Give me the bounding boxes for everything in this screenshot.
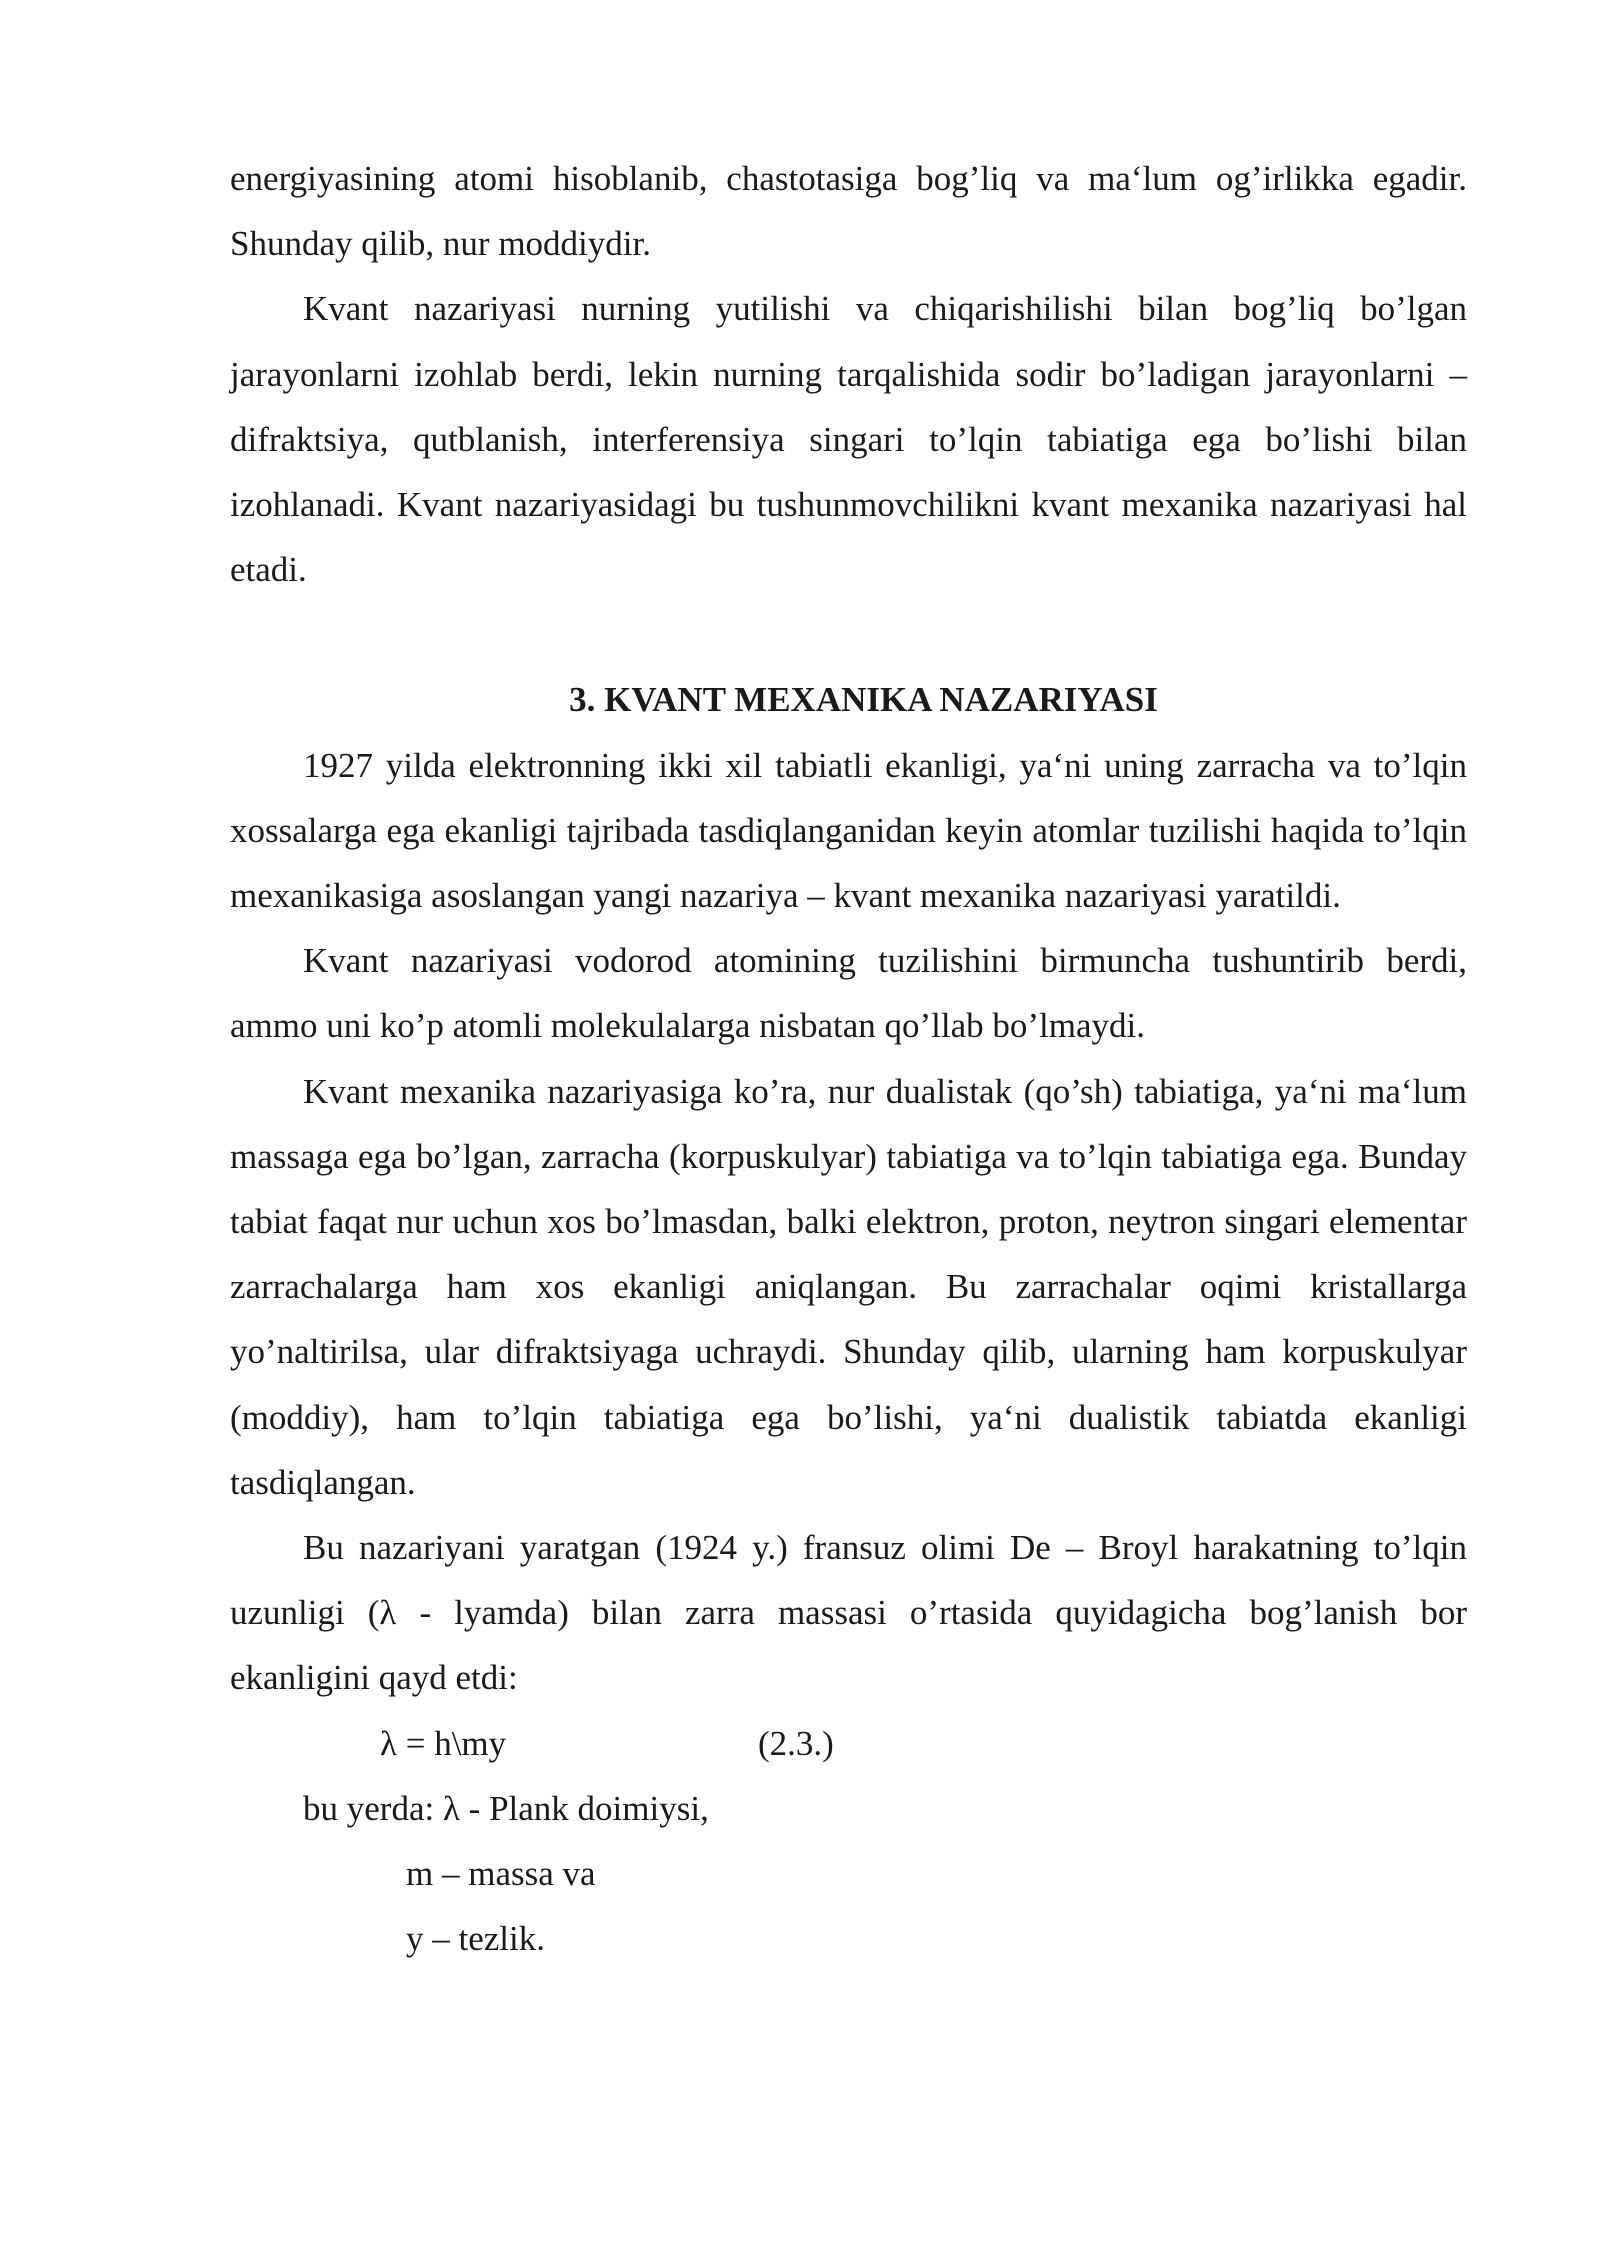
paragraph-de-broyl: Bu nazariyani yaratgan (1924 y.) fransuz olimi De – Broyl harakatning to’lqin uzunligi (λ - lyamda) bilan zarra massasi o’rtasida quyidagicha bog’lanish bor ekanligini qayd etdi:: [230, 1528, 1467, 1698]
legend-item-mass: m – massa va: [406, 1854, 596, 1894]
paragraph-vodorod: Kvant nazariyasi vodorod atomining tuzilishini birmuncha tushuntirib berdi, ammo uni ko’p atomli molekulalarga nisbatan qo’llab bo’lmaydi.: [230, 941, 1467, 1046]
paragraph-1927: 1927 yilda elektronning ikki xil tabiatli ekanligi, ya‘ni uning zarracha va to’lqin xossalarga ega ekanligi tajribada tasdiqlanganidan keyin atomlar tuzilishi haqida to’lqin mexanikasiga asoslangan yangi nazariya – kvant mexanika nazariyasi yaratildi.: [230, 745, 1467, 916]
section-heading: 3. KVANT MEXANIKA NAZARIYASI: [569, 680, 1158, 720]
paragraph-continuation: energiyasining atomi hisoblanib, chastotasiga bog’liq va ma‘lum og’irlikka egadir. Shunday qilib, nur moddiydir.: [230, 159, 1467, 264]
formula-row: [230, 1711, 1467, 1776]
legend-item-speed: y – tezlik.: [406, 1919, 545, 1959]
paragraph-dualistik: Kvant mexanika nazariyasiga ko’ra, nur dualistak (qo’sh) tabiatiga, ya‘ni ma‘lum massaga ega bo’lgan, zarracha (korpuskulyar) tabiatiga va to’lqin tabiatiga ega. Bunday tabiat faqat nur uchun xos bo’lmasdan, balki elektron, proton, neytron singari elementar zarrachalarga ham xos ekanligi aniqlangan. Bu zarrachalar oqimi kristallarga yo’naltirilsa, ular difraktsiyaga uchraydi. Shunday qilib, ularning ham korpuskulyar (moddiy), ham to’lqin tabiatiga ega bo’lishi, ya‘ni dualistik tabiatda ekanligi tasdiqlangan.: [230, 1071, 1467, 1502]
legend-intro: bu yerda: λ - Plank doimiysi,: [303, 1788, 709, 1828]
formula-expression: λ = h\my: [380, 1723, 507, 1763]
paragraph-kvant-nazariyasi: Kvant nazariyasi nurning yutilishi va chiqarishilishi bilan bog’liq bo’lgan jarayonlarni izohlab berdi, lekin nurning tarqalishida sodir bo’ladigan jarayonlarni – difraktsiya, qutblanish, interferensiya singari to’lqin tabiatiga ega bo’lishi bilan izohlanadi. Kvant nazariyasidagi bu tushunmovchilikni kvant mexanika nazariyasi hal etadi.: [230, 289, 1467, 590]
document-body: [230, 146, 1467, 1971]
formula-number: (2.3.): [758, 1723, 834, 1763]
